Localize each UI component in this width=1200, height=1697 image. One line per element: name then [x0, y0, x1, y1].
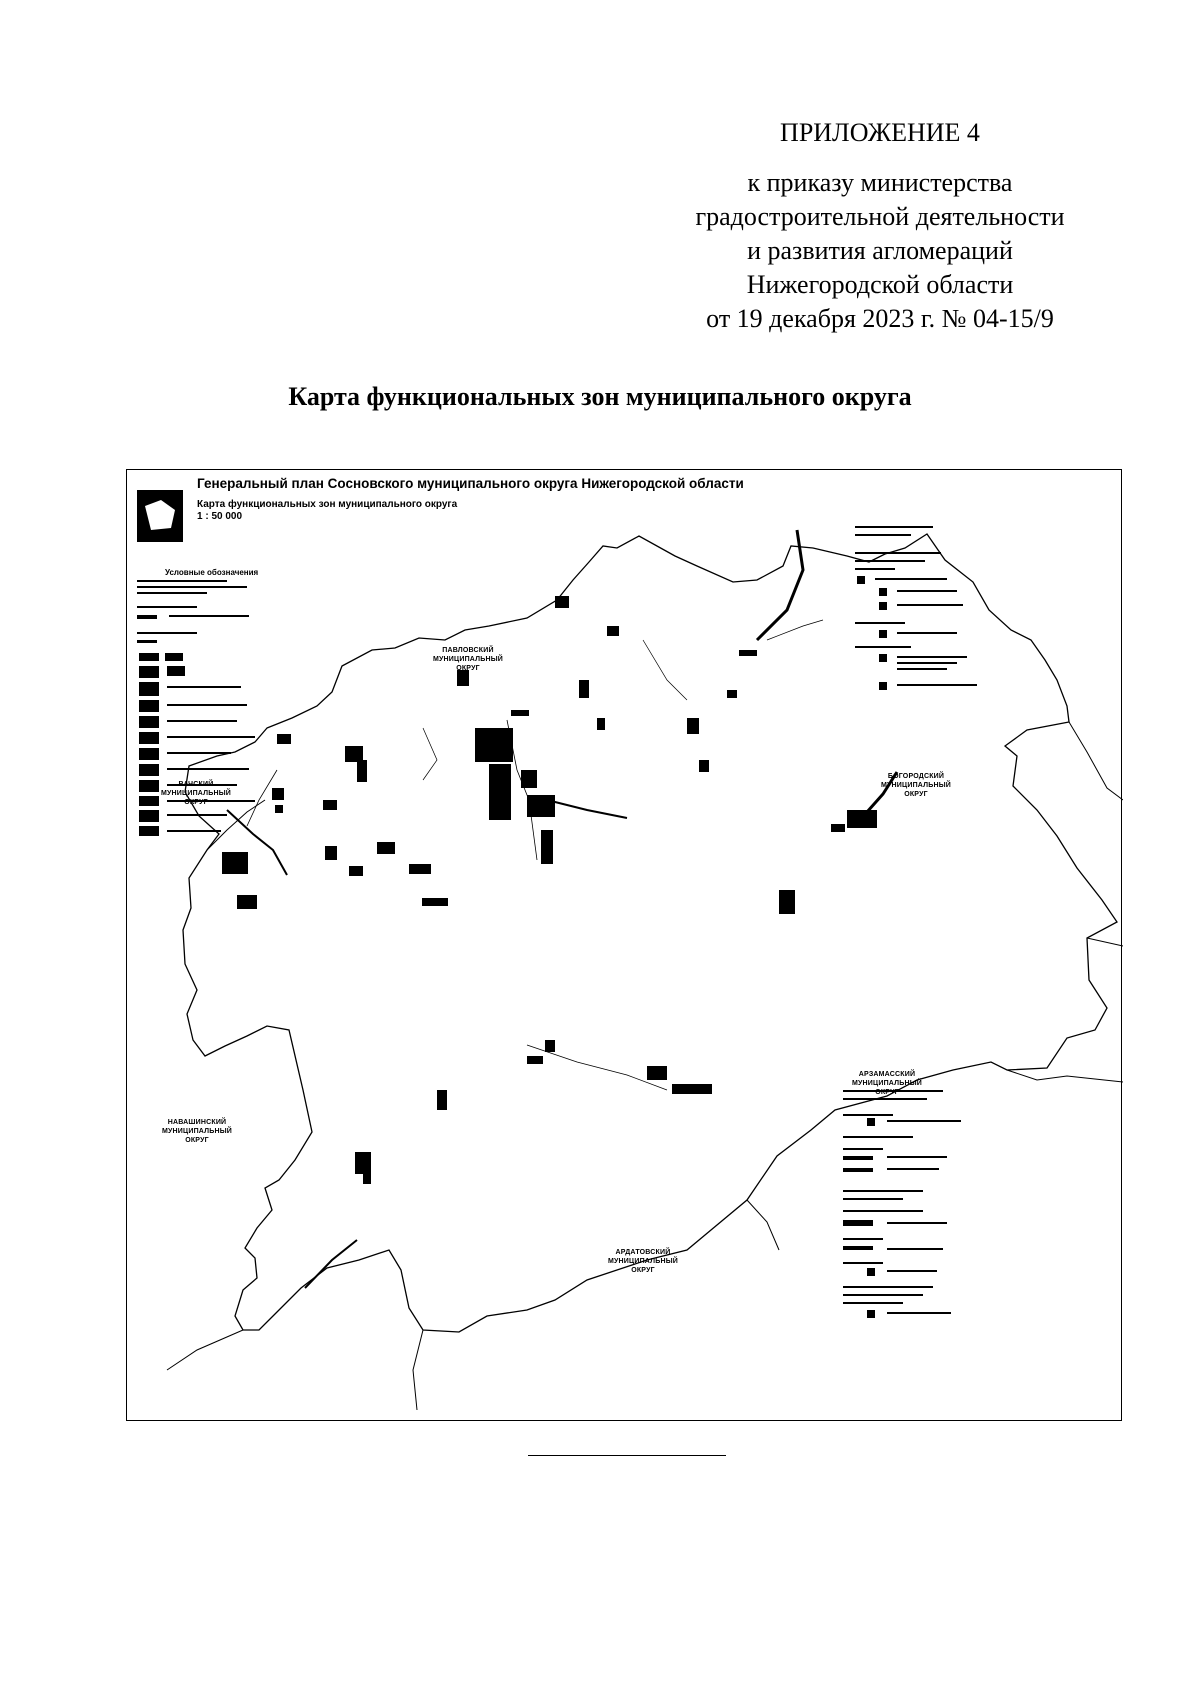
settlements [222, 596, 877, 1184]
neighbor-name: ВАЧСКИЙ [178, 781, 214, 788]
neighbor-unit: ОКРУГ [875, 1089, 899, 1096]
neighbor-unit: ОКРУГ [456, 665, 480, 672]
neighbor-kind: МУНИЦИПАЛЬНЫЙ [880, 782, 952, 789]
map-subtitle [197, 499, 457, 523]
neighbor-unit: ОКРУГ [184, 799, 208, 806]
neighbor-kind: МУНИЦИПАЛЬНЫЙ [851, 1080, 923, 1087]
neighbor-label-navashinsky [147, 1118, 247, 1145]
boundary-line [747, 1200, 779, 1250]
document-title: Карта функциональных зон муниципального округа [288, 382, 912, 411]
neighbor-label-bogorodsky [871, 772, 961, 799]
annex-line-1: к приказу министерства [747, 168, 1013, 197]
annex-line-3: и развития агломераций [747, 236, 1013, 265]
neighbor-kind: МУНИЦИПАЛЬНЫЙ [160, 790, 232, 797]
neighbor-name: АРЗАМАССКИЙ [858, 1071, 916, 1078]
annex-date-line: от 19 декабря 2023 г. № 04-15/9 [706, 304, 1054, 333]
legend-top-right [855, 526, 977, 690]
boundary-line [413, 1330, 423, 1410]
map-frame [126, 469, 1122, 1421]
boundary-line [1007, 1070, 1123, 1082]
map-scale: 1 : 50 000 [197, 511, 243, 522]
road [547, 800, 627, 818]
road [423, 728, 437, 780]
annex-line-2: градостроительной деятельности [695, 202, 1065, 231]
closing-rule [528, 1455, 726, 1456]
legend-heading: Условные обозначения [165, 568, 259, 577]
map-canvas [127, 470, 1123, 1422]
neighbor-kind: МУНИЦИПАЛЬНЫЙ [607, 1258, 679, 1265]
road [643, 640, 687, 700]
neighbor-label-vachsky [151, 780, 241, 807]
annex-label: ПРИЛОЖЕНИЕ 4 [780, 118, 980, 147]
boundary-line [167, 1330, 243, 1370]
boundary-line [1087, 938, 1123, 946]
neighbor-label-ardatovsky [593, 1248, 693, 1275]
neighbor-kind: МУНИЦИПАЛЬНЫЙ [432, 656, 504, 663]
map-subtitle-text: Карта функциональных зон муниципального округа [197, 499, 458, 510]
boundary-line [207, 800, 265, 850]
neighbor-unit: ОКРУГ [185, 1137, 209, 1144]
neighbor-label-pavlovsky [423, 646, 513, 673]
neighbor-kind: МУНИЦИПАЛЬНЫЙ [161, 1128, 233, 1135]
neighbor-unit: ОКРУГ [904, 791, 928, 798]
neighbor-unit: ОКРУГ [631, 1267, 655, 1274]
annex-line-4: Нижегородской области [746, 270, 1014, 299]
neighbor-name: АРДАТОВСКИЙ [615, 1249, 671, 1256]
emblem-icon [137, 490, 183, 542]
road [305, 1240, 357, 1288]
neighbor-name: БОГОРОДСКИЙ [887, 773, 945, 780]
legend-bottom-right [843, 1090, 961, 1318]
map-title: Генеральный план Сосновского муниципального округа Нижегородской области [197, 476, 744, 491]
district-boundary [183, 534, 1117, 1332]
boundary-line [1069, 722, 1123, 800]
neighbor-name: ПАВЛОВСКИЙ [442, 647, 494, 654]
neighbor-label-arzamassky [837, 1070, 937, 1097]
neighbor-name: НАВАШИНСКИЙ [167, 1119, 227, 1126]
